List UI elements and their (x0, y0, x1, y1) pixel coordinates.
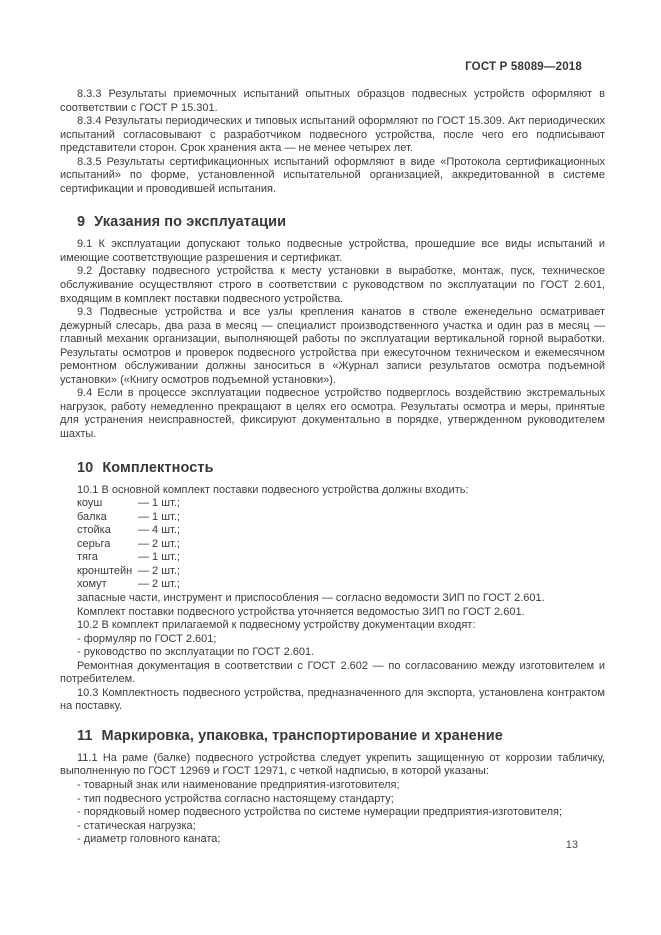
kit-item-qty: — 2 шт.; (138, 578, 180, 591)
paragraph-8-3-5: 8.3.5 Результаты сертификационных испытаний оформляют в виде «Протокола сертификационных испытаний» по форме, установленной испытательной организацией, аккредитованной в системе сертификации и проводившей испытания. (60, 155, 605, 195)
page-number: 13 (565, 839, 578, 851)
kit-item-row (77, 538, 605, 552)
kit-item-row (77, 551, 605, 565)
paragraph-kit-note: Комплект поставки подвесного устройства уточняется ведомостью ЗИП по ГОСТ 2.601. (77, 605, 525, 618)
label-list-item: - тип подвесного устройства согласно настоящему стандарту; (77, 792, 394, 805)
paragraph-10-3: 10.3 Комплектность подвесного устройства, предназначенного для экспорта, установлена контрактом на поставку. (60, 686, 605, 713)
paragraph-repair: Ремонтная документация в соответствии с ГОСТ 2.602 — по согласованию между изготовителем и потребителем. (60, 659, 605, 686)
kit-item-qty: — 1 шт.; (138, 510, 180, 523)
page-content (60, 88, 605, 847)
paragraph-8-3-3: 8.3.3 Результаты приемочных испытаний опытных образцов подвесных устройств оформляют в соответствии с ГОСТ Р 15.301. (60, 88, 605, 114)
kit-item-qty: — 1 шт.; (138, 497, 180, 510)
kit-item-qty: — 4 шт.; (138, 524, 180, 537)
kit-item-name: тяга (77, 551, 98, 564)
kit-item-name: коуш (77, 497, 103, 510)
paragraph-9-2: 9.2 Доставку подвесного устройства к месту установки в выработке, монтаж, пуск, техническое обслуживание осуществляют строго в соответствии с руководством по эксплуатации по ГОСТ 2.601, входящим в комплект поставки подвесного устройства. (60, 265, 605, 305)
paragraph-spares: запасные части, инструмент и приспособления — согласно ведомости ЗИП по ГОСТ 2.601. (77, 591, 545, 604)
doc-list-item: - формуляр по ГОСТ 2.601; (77, 632, 217, 645)
section-number: 9 (77, 214, 86, 231)
section-title: Маркировка, упаковка, транспортирование и хранение (101, 727, 503, 744)
kit-item-row (77, 497, 605, 511)
kit-item-name: серьга (77, 537, 111, 550)
section-title: Указания по эксплуатации (94, 214, 287, 231)
kit-item-row (77, 578, 605, 592)
label-list-item: - товарный знак или наименование предприятия-изготовителя; (77, 778, 400, 791)
paragraph-9-4: 9.4 Если в процессе эксплуатации подвесное устройство подверглось воздействию экстремальных нагрузок, работу немедленно прекращают в целях его осмотра. Результаты осмотра и меры, принятые для устранения неисправностей, фиксируют документально в порядке, утвержденном руководителем шахты. (60, 387, 605, 441)
kit-item-name: кронштейн (77, 564, 133, 577)
kit-item-qty: — 2 шт.; (138, 564, 180, 577)
kit-item-row (77, 565, 605, 579)
kit-item-name: хомут (77, 578, 107, 591)
running-header-doc-code: ГОСТ Р 58089—2018 (465, 61, 582, 73)
label-list-item: - диаметр головного каната; (77, 833, 221, 846)
section-number: 11 (77, 727, 93, 744)
kit-item-row (77, 511, 605, 525)
paragraph-8-3-4: 8.3.4 Результаты периодических и типовых испытаний оформляют по ГОСТ 15.309. Акт периодических испытаний согласовывают с разработчиком подвесного устройства, после чего его подписывают представители сторон. Срок хранения акта — не менее четырех лет. (60, 115, 605, 155)
section-heading-completeness (60, 460, 605, 476)
section-heading-operation (60, 214, 605, 230)
section-number: 10 (77, 459, 94, 476)
doc-list-item: - руководство по эксплуатации по ГОСТ 2.601. (77, 646, 315, 659)
paragraph-9-3: 9.3 Подвесные устройства и все узлы крепления канатов в стволе еженедельно осматривает дежурный слесарь, два раза в месяц — специалист производственного участка и один раз в месяц — главный механик организации, выполняющей работы по эксплуатации вертикальной горной выработки. Результаты осмотров и проверок подвесного устройства при ежесуточном техническом и ежемесячном ремонтном обслуживании должны заноситься в «Журнал записи результатов осмотра подъемной установки» («Книгу осмотров подъемной установки»). (60, 306, 605, 386)
paragraph-11-1: 11.1 На раме (балке) подвесного устройства следует укрепить защищенную от коррозии табличку, выполненную по ГОСТ 12969 и ГОСТ 12971, с четкой надписью, в которой указаны: (60, 751, 605, 778)
paragraph-9-1: 9.1 К эксплуатации допускают только подвесные устройства, прошедшие все виды испытаний и имеющие соответствующие разрешения и сертификат. (60, 238, 605, 264)
section-heading-marking (60, 728, 605, 744)
kit-item-name: балка (77, 510, 107, 523)
kit-items-list (60, 497, 605, 592)
section-title: Комплектность (102, 459, 214, 476)
kit-item-row (77, 524, 605, 538)
label-list-item: - порядковый номер подвесного устройства по системе нумерации предприятия-изготовителя; (77, 806, 563, 819)
paragraph-10-2: 10.2 В комплект прилагаемой к подвесному устройству документации входят: (77, 619, 476, 632)
paragraph-10-1: 10.1 В основной комплект поставки подвесного устройства должны входить: (77, 483, 469, 496)
kit-item-name: стойка (77, 524, 111, 537)
label-list-item: - статическая нагрузка; (77, 819, 196, 832)
kit-item-qty: — 1 шт.; (138, 551, 180, 564)
kit-item-qty: — 2 шт.; (138, 537, 180, 550)
